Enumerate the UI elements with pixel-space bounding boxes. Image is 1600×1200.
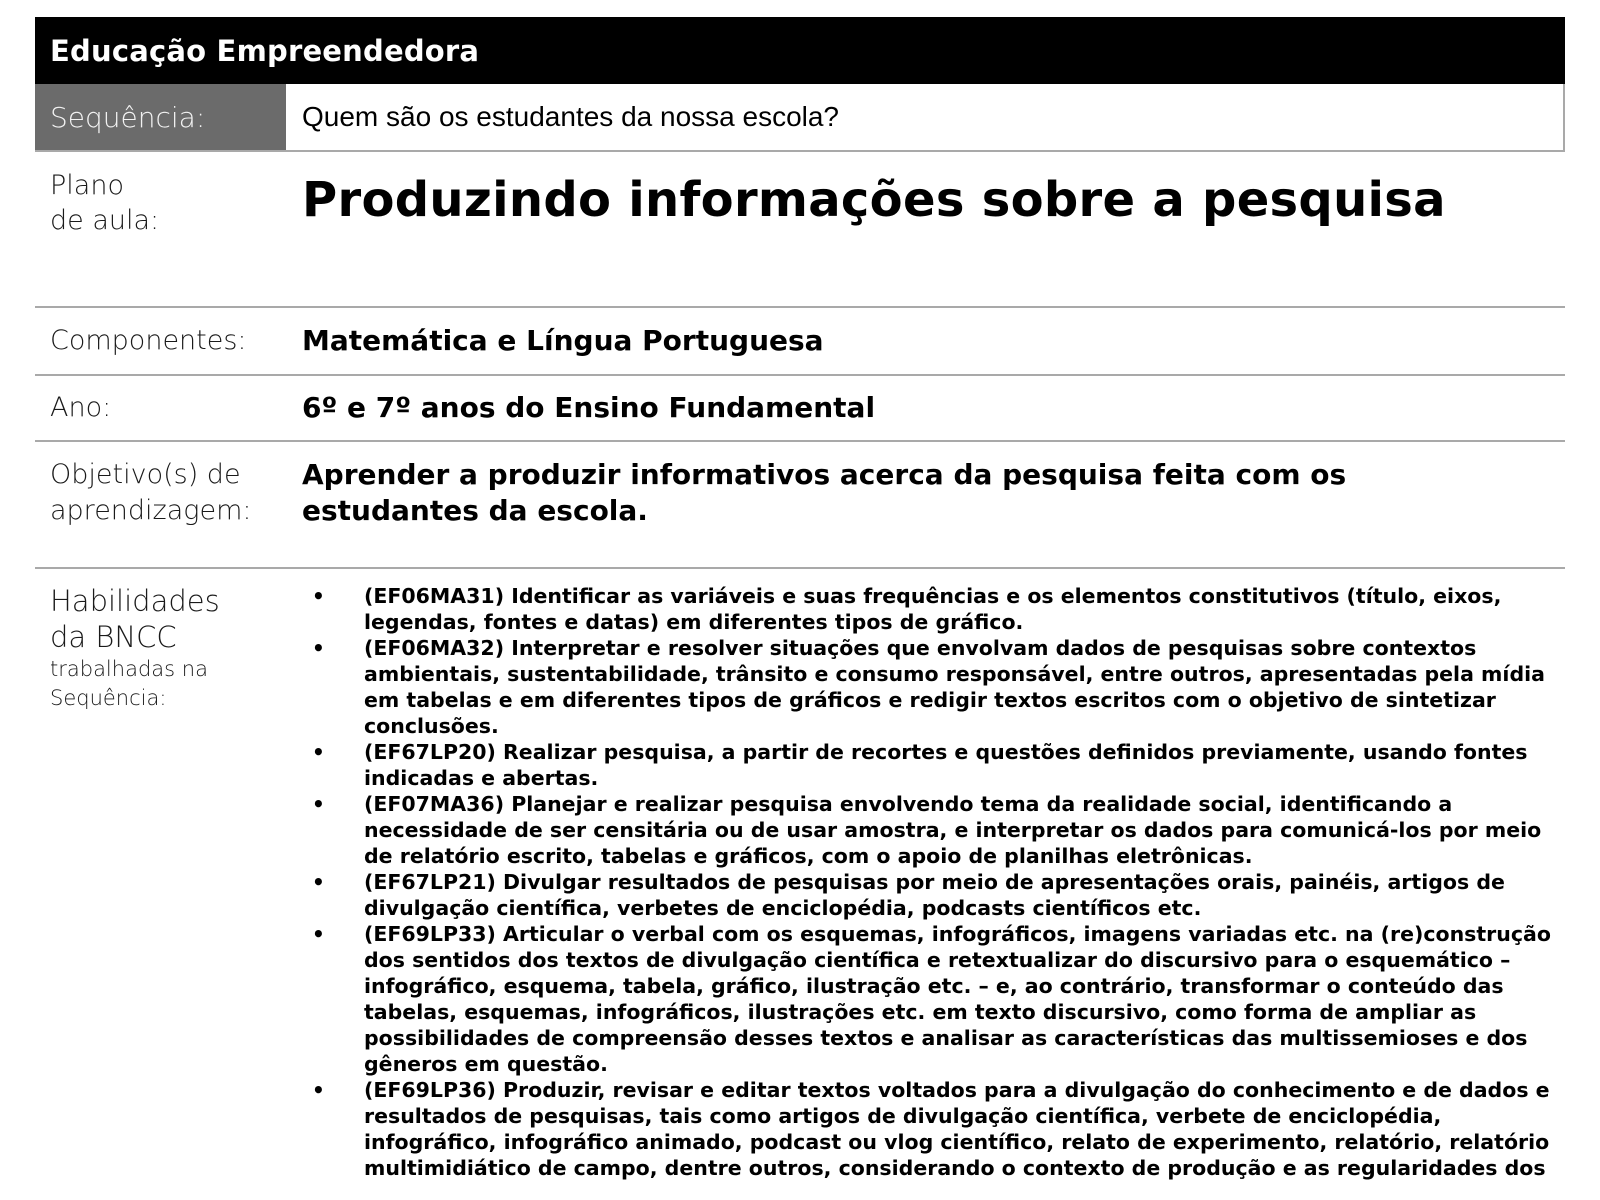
components-label: Componentes: [50,325,247,356]
skills-value [286,569,1565,1181]
objectives-label-line2: aprendizagem: [50,495,252,526]
skills-label-line2: da BNCC [50,620,177,654]
lesson-plan-document [35,17,1565,1181]
sequence-label: Sequência: [35,84,286,150]
objectives-label-line1: Objetivo(s) de [50,459,241,490]
skill-text: (EF67LP20) Realizar pesquisa, a partir de recortes e questões definidos previamente, usando fontes indicadas e abertas. [364,740,1528,790]
program-title: Educação Empreendedora [50,33,480,68]
year-label: Ano: [50,392,112,423]
lesson-plan-label-line1: Plano [50,170,124,201]
lesson-plan-label [35,152,286,306]
program-banner [35,17,1565,84]
skill-item [286,583,1565,635]
objectives-row [35,442,1565,569]
objectives-value: Aprender a produzir informativos acerca da pesquisa feita com os estudantes da escola. [302,458,1347,527]
lesson-plan-label-line2: de aula: [50,205,160,236]
lesson-plan-row [35,152,1565,308]
skills-sub-line2: Sequência: [50,686,167,710]
sequence-row [35,84,1565,152]
skill-item [286,791,1565,869]
skills-label-line1: Habilidades [50,584,220,618]
skill-text: (EF07MA36) Planejar e realizar pesquisa envolvendo tema da realidade social, identificando a necessidade de ser censitária ou de usar amostra, e interpretar os dados para comunicá-los por meio de relatório escrito, tabelas e gráficos, com o apoio de planilhas eletrônicas. [364,792,1542,868]
skill-item [286,1077,1565,1181]
bullet-icon: • [312,1078,325,1102]
skills-label [35,569,286,1181]
year-row [35,376,1565,442]
objectives-label [35,442,286,567]
bullet-icon: • [312,584,325,608]
skills-list [286,569,1565,1181]
lesson-plan-title: Produzindo informações sobre a pesquisa [302,172,1446,228]
bullet-icon: • [312,792,325,816]
skill-text: (EF69LP36) Produzir, revisar e editar textos voltados para a divulgação do conhecimento e de dados e resultados de pesquisas, tais como artigos de divulgação científica, verbete de enciclopédia, infográfico, infográfico animado, podcast ou vlog científico, relato de experimento, relatório, relatório multimidiático de campo, dentre outros, considerando o contexto de produção e as regularidades dos [364,1078,1550,1180]
skill-text: (EF06MA31) Identificar as variáveis e suas frequências e os elementos constitutivos (título, eixos, legendas, fontes e datas) em diferentes tipos de gráfico. [364,584,1502,634]
components-value: Matemática e Língua Portuguesa [302,324,824,357]
components-row [35,308,1565,376]
bullet-icon: • [312,870,325,894]
skill-item [286,921,1565,1077]
year-value: 6º e 7º anos do Ensino Fundamental [302,391,876,424]
bullet-icon: • [312,740,325,764]
skill-item [286,869,1565,921]
skill-text: (EF69LP33) Articular o verbal com os esquemas, infográficos, imagens variadas etc. na (re)construção dos sentidos dos textos de divulgação científica e retextualizar do discursivo para o esquemático – infográfico, esquema, tabela, gráfico, ilustração etc. – e, ao contrário, transformar o conteúdo das tabelas, esquemas, infográficos, ilustrações etc. em texto discursivo, como forma de ampliar as possibilidades de compreensão desses textos e analisar as características das multissemioses e dos gêneros em questão. [364,922,1551,1076]
skills-row [35,569,1565,1181]
skill-text: (EF67LP21) Divulgar resultados de pesquisas por meio de apresentações orais, painéis, artigos de divulgação científica, verbetes de enciclopédia, podcasts científicos etc. [364,870,1505,920]
skill-text: (EF06MA32) Interpretar e resolver situações que envolvam dados de pesquisas sobre contextos ambientais, sustentabilidade, trânsito e consumo responsável, entre outros, apresentadas pela mídia em tabelas e em diferentes tipos de gráficos e redigir textos escritos com o objetivo de sintetizar conclusões. [364,636,1545,738]
skill-item [286,635,1565,739]
bullet-icon: • [312,636,325,660]
sequence-value: Quem são os estudantes da nossa escola? [286,84,1565,150]
bullet-icon: • [312,922,325,946]
skill-item [286,739,1565,791]
skills-sub-line1: trabalhadas na [50,657,208,681]
